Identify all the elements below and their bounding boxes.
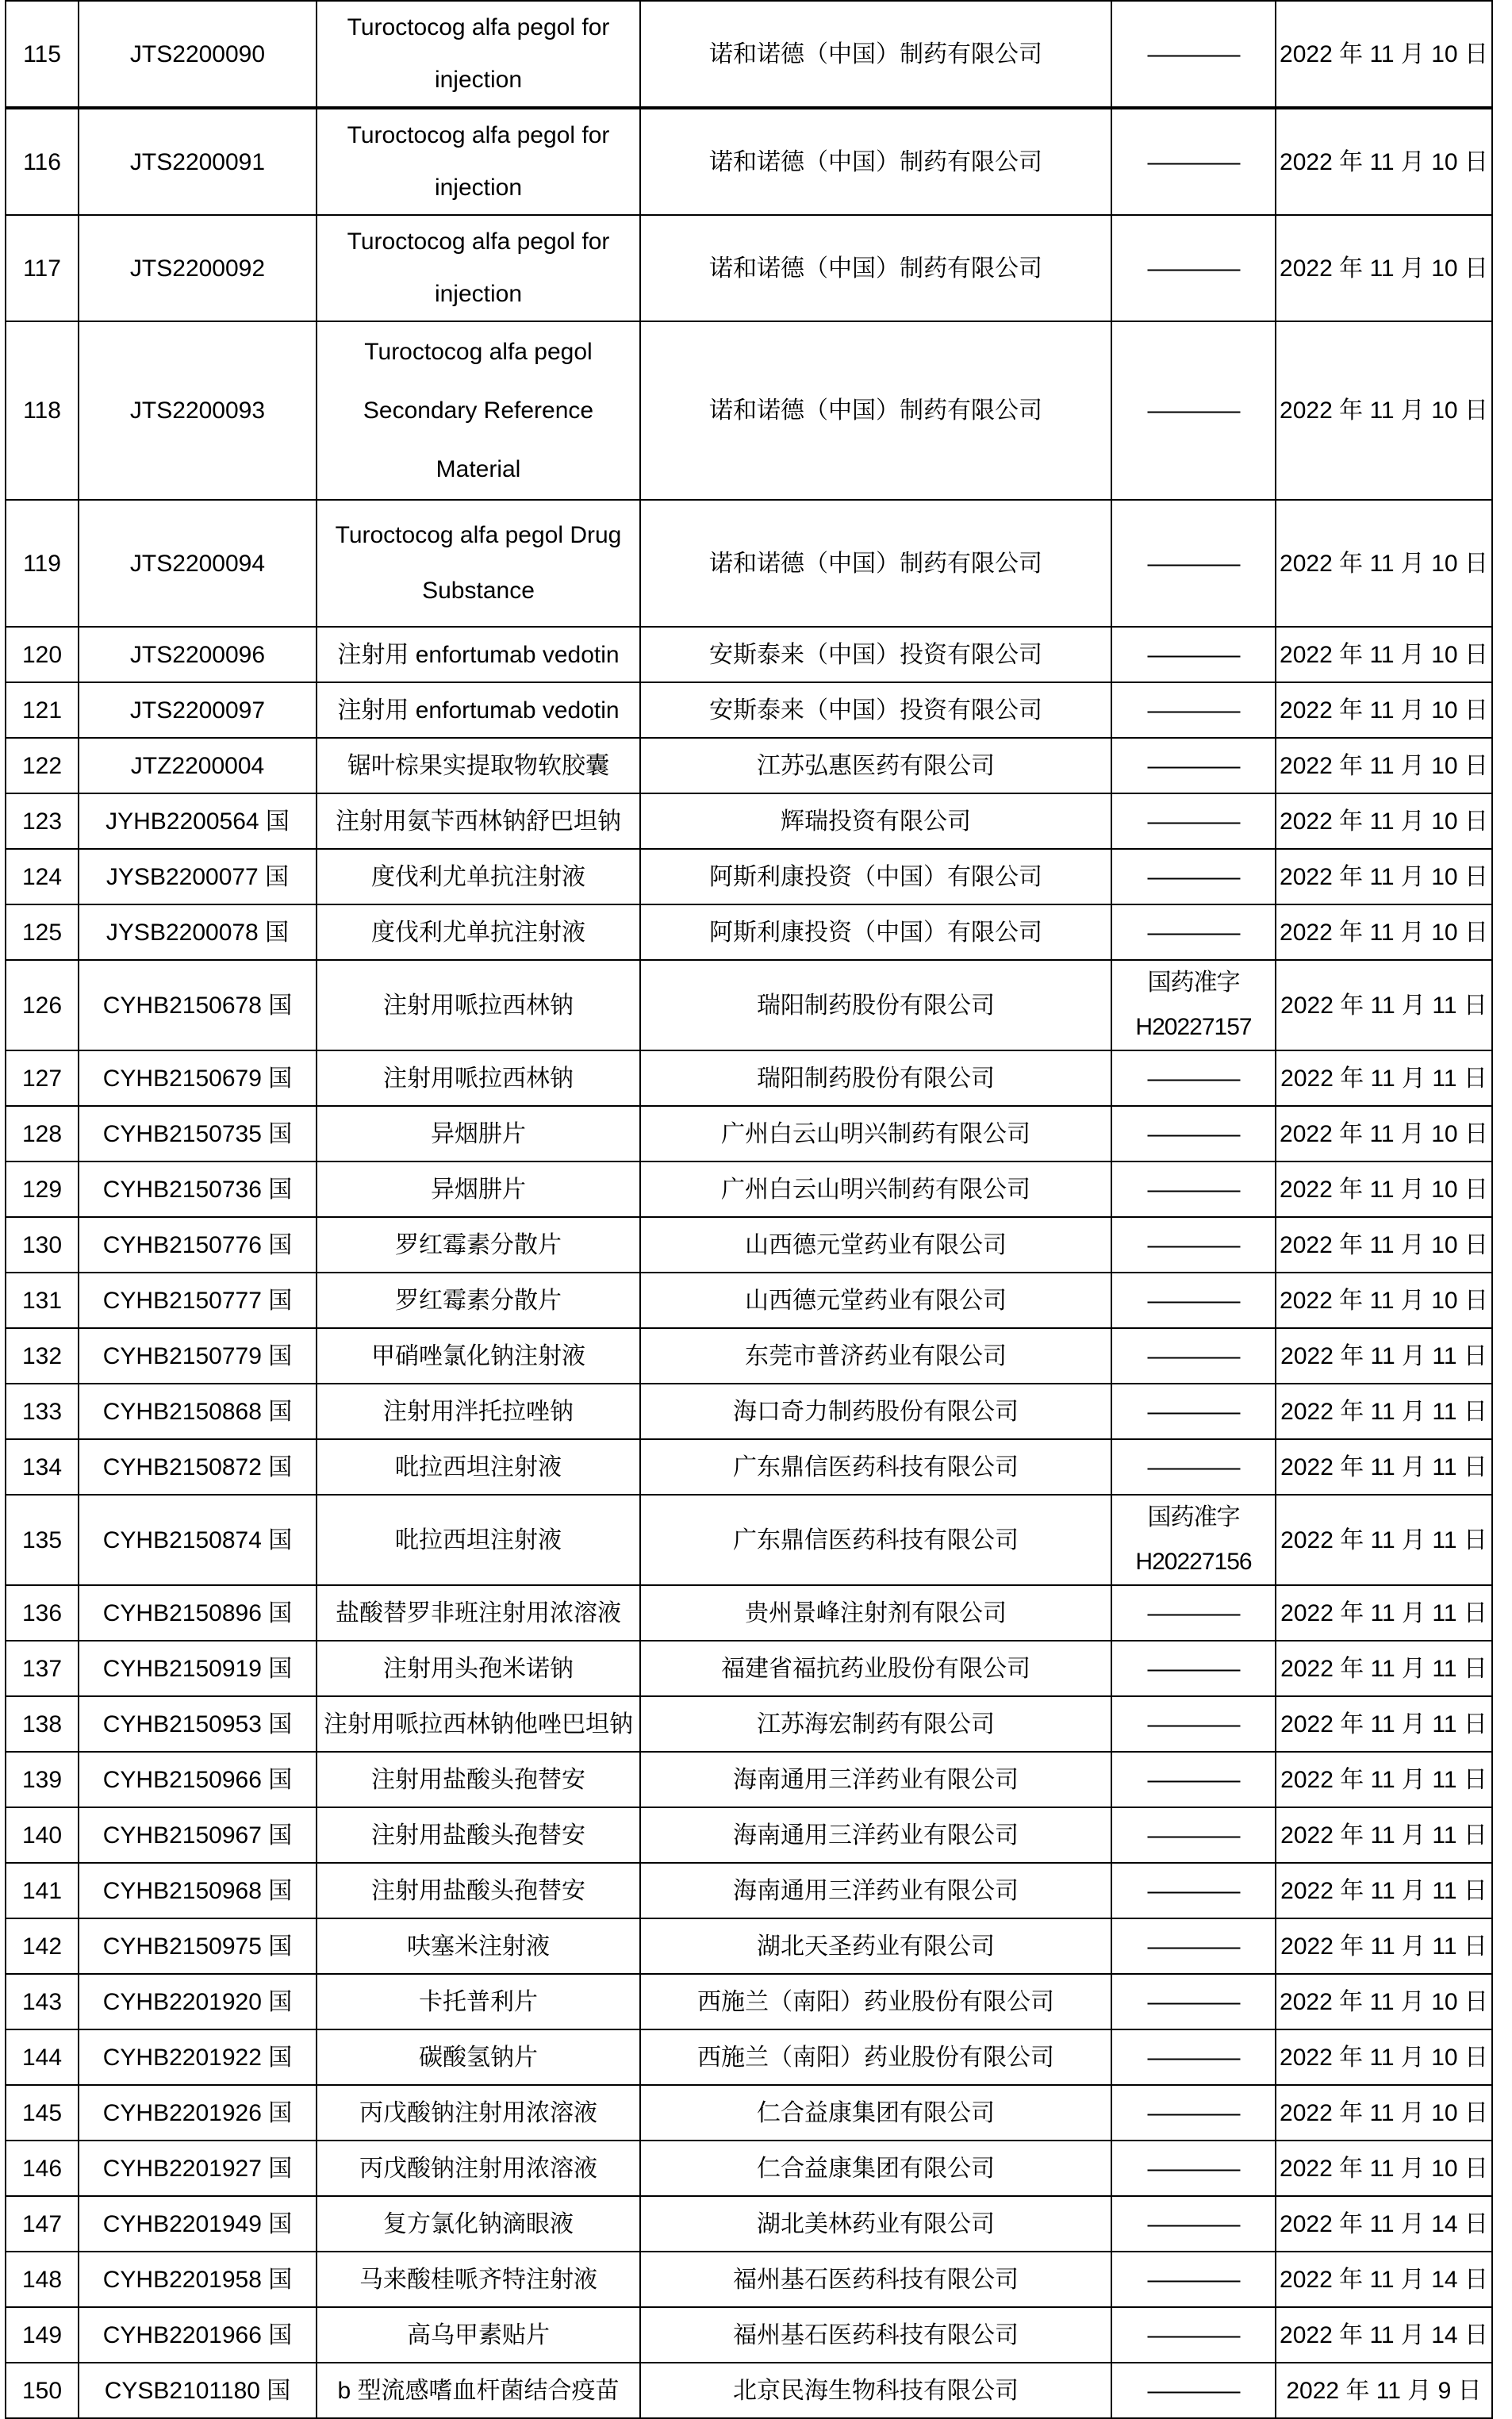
table-row [6, 2029, 1492, 2085]
cell-approval-number [1111, 108, 1276, 215]
cell-date: 2022 年 11 月 10 日 [1276, 321, 1492, 500]
approval-line: ———— [1147, 255, 1240, 282]
approval-line: ———— [1147, 697, 1240, 724]
approval-line: ———— [1147, 863, 1240, 890]
cell-drug-name: 注射用头孢米诺钠 [317, 1641, 640, 1696]
approval-line: ———— [1147, 40, 1240, 67]
table-row [6, 904, 1492, 960]
cell-approval-number [1111, 1974, 1276, 2029]
cell-row-number: 149 [6, 2307, 79, 2363]
cell-company-name: 海口奇力制药股份有限公司 [640, 1384, 1111, 1439]
cell-date: 2022 年 11 月 11 日 [1276, 1641, 1492, 1696]
cell-company-name: 海南通用三洋药业有限公司 [640, 1752, 1111, 1807]
cell-row-number: 115 [6, 1, 79, 108]
cell-drug-name: 注射用 enfortumab vedotin [317, 627, 640, 682]
approval-line: ———— [1147, 1933, 1240, 1960]
table-body [6, 1, 1492, 2418]
approval-line: 国药准字 [1147, 1504, 1240, 1530]
cell-row-number: 141 [6, 1863, 79, 1918]
cell-date: 2022 年 11 月 11 日 [1276, 1752, 1492, 1807]
cell-acceptance-id: CYHB2150777 国 [79, 1273, 317, 1328]
approval-line: 国药准字 [1147, 970, 1240, 996]
cell-company-name: 海南通用三洋药业有限公司 [640, 1863, 1111, 1918]
table-row [6, 627, 1492, 682]
cell-company-name: 仁合益康集团有限公司 [640, 2085, 1111, 2141]
cell-approval-number [1111, 2141, 1276, 2196]
cell-row-number: 128 [6, 1106, 79, 1162]
table-row [6, 849, 1492, 904]
approval-line: ———— [1147, 148, 1240, 175]
cell-acceptance-id: JYHB2200564 国 [79, 793, 317, 849]
cell-approval-number [1111, 1585, 1276, 1641]
approval-line: ———— [1147, 550, 1240, 577]
cell-approval-number [1111, 2252, 1276, 2307]
cell-drug-name: 注射用哌拉西林钠 [317, 1050, 640, 1106]
table-row [6, 1162, 1492, 1217]
table-row [6, 1696, 1492, 1752]
cell-company-name: 北京民海生物科技有限公司 [640, 2363, 1111, 2418]
cell-drug-name: 注射用哌拉西林钠 [317, 960, 640, 1050]
cell-company-name: 山西德元堂药业有限公司 [640, 1217, 1111, 1273]
cell-row-number: 118 [6, 321, 79, 500]
cell-approval-number [1111, 682, 1276, 738]
cell-acceptance-id: CYHB2150868 国 [79, 1384, 317, 1439]
table-row [6, 1641, 1492, 1696]
approval-line: ———— [1147, 1065, 1240, 1092]
approval-line: ———— [1147, 919, 1240, 946]
approval-line: ———— [1147, 1231, 1240, 1258]
approval-line: ———— [1147, 2044, 1240, 2071]
cell-acceptance-id: CYHB2201958 国 [79, 2252, 317, 2307]
cell-company-name: 瑞阳制药股份有限公司 [640, 960, 1111, 1050]
cell-company-name: 江苏弘惠医药有限公司 [640, 738, 1111, 793]
cell-date: 2022 年 11 月 10 日 [1276, 849, 1492, 904]
approval-line: ———— [1147, 808, 1240, 835]
cell-company-name: 安斯泰来（中国）投资有限公司 [640, 627, 1111, 682]
table-row [6, 321, 1492, 500]
approval-line: ———— [1147, 1398, 1240, 1425]
cell-date: 2022 年 11 月 11 日 [1276, 1439, 1492, 1495]
cell-drug-name: Turoctocog alfa pegol Secondary Reference Material [317, 321, 640, 500]
cell-date: 2022 年 11 月 10 日 [1276, 904, 1492, 960]
cell-date: 2022 年 11 月 10 日 [1276, 2029, 1492, 2085]
cell-company-name: 贵州景峰注射剂有限公司 [640, 1585, 1111, 1641]
cell-date: 2022 年 11 月 9 日 [1276, 2363, 1492, 2418]
cell-acceptance-id: CYHB2201922 国 [79, 2029, 317, 2085]
table-row [6, 1752, 1492, 1807]
drug-registration-table [5, 0, 1493, 2419]
cell-approval-number [1111, 1328, 1276, 1384]
cell-row-number: 122 [6, 738, 79, 793]
cell-date: 2022 年 11 月 10 日 [1276, 682, 1492, 738]
cell-drug-name: 注射用氨苄西林钠舒巴坦钠 [317, 793, 640, 849]
cell-row-number: 143 [6, 1974, 79, 2029]
cell-date: 2022 年 11 月 10 日 [1276, 1217, 1492, 1273]
approval-line: ———— [1147, 1599, 1240, 1626]
cell-acceptance-id: CYHB2150968 国 [79, 1863, 317, 1918]
approval-line: ———— [1147, 2155, 1240, 2182]
cell-date: 2022 年 11 月 10 日 [1276, 1974, 1492, 2029]
cell-date: 2022 年 11 月 11 日 [1276, 1495, 1492, 1585]
cell-date: 2022 年 11 月 10 日 [1276, 2141, 1492, 2196]
approval-line: ———— [1147, 1988, 1240, 2015]
approval-line: H20227157 [1135, 1014, 1252, 1040]
cell-approval-number [1111, 1696, 1276, 1752]
cell-approval-number [1111, 500, 1276, 627]
cell-drug-name: b 型流感嗜血杆菌结合疫苗 [317, 2363, 640, 2418]
cell-row-number: 138 [6, 1696, 79, 1752]
cell-drug-name: 甲硝唑氯化钠注射液 [317, 1328, 640, 1384]
cell-company-name: 仁合益康集团有限公司 [640, 2141, 1111, 2196]
cell-row-number: 139 [6, 1752, 79, 1807]
cell-row-number: 135 [6, 1495, 79, 1585]
cell-approval-number [1111, 1807, 1276, 1863]
cell-date: 2022 年 11 月 10 日 [1276, 627, 1492, 682]
cell-drug-name: 注射用盐酸头孢替安 [317, 1807, 640, 1863]
table-row [6, 1106, 1492, 1162]
cell-company-name: 诺和诺德（中国）制药有限公司 [640, 500, 1111, 627]
cell-company-name: 诺和诺德（中国）制药有限公司 [640, 215, 1111, 321]
approval-line: ———— [1147, 1655, 1240, 1682]
cell-company-name: 广州白云山明兴制药有限公司 [640, 1106, 1111, 1162]
cell-company-name: 山西德元堂药业有限公司 [640, 1273, 1111, 1328]
cell-acceptance-id: JTS2200096 [79, 627, 317, 682]
cell-drug-name: 丙戊酸钠注射用浓溶液 [317, 2085, 640, 2141]
cell-approval-number [1111, 1439, 1276, 1495]
cell-row-number: 148 [6, 2252, 79, 2307]
approval-line: ———— [1147, 1453, 1240, 1480]
cell-approval-number [1111, 849, 1276, 904]
cell-approval-number [1111, 2363, 1276, 2418]
table-row [6, 682, 1492, 738]
cell-acceptance-id: CYHB2150735 国 [79, 1106, 317, 1162]
cell-acceptance-id: CYHB2150736 国 [79, 1162, 317, 1217]
cell-drug-name: 马来酸桂哌齐特注射液 [317, 2252, 640, 2307]
table-row [6, 1439, 1492, 1495]
cell-date: 2022 年 11 月 10 日 [1276, 1162, 1492, 1217]
cell-company-name: 湖北天圣药业有限公司 [640, 1918, 1111, 1974]
cell-drug-name: 注射用哌拉西林钠他唑巴坦钠 [317, 1696, 640, 1752]
approval-line: H20227156 [1135, 1549, 1252, 1575]
cell-row-number: 116 [6, 108, 79, 215]
cell-row-number: 117 [6, 215, 79, 321]
cell-company-name: 福州基石医药科技有限公司 [640, 2252, 1111, 2307]
table-row [6, 1050, 1492, 1106]
cell-approval-number [1111, 2029, 1276, 2085]
cell-row-number: 140 [6, 1807, 79, 1863]
cell-acceptance-id: JYSB2200078 国 [79, 904, 317, 960]
approval-line: ———— [1147, 641, 1240, 668]
cell-date: 2022 年 11 月 11 日 [1276, 1585, 1492, 1641]
table-row [6, 108, 1492, 215]
cell-row-number: 150 [6, 2363, 79, 2418]
approval-line: ———— [1147, 1877, 1240, 1904]
cell-row-number: 132 [6, 1328, 79, 1384]
approval-line: ———— [1147, 1176, 1240, 1203]
cell-company-name: 福建省福抗药业股份有限公司 [640, 1641, 1111, 1696]
cell-drug-name: 丙戊酸钠注射用浓溶液 [317, 2141, 640, 2196]
cell-row-number: 126 [6, 960, 79, 1050]
cell-acceptance-id: CYHB2201926 国 [79, 2085, 317, 2141]
cell-acceptance-id: CYHB2150872 国 [79, 1439, 317, 1495]
cell-approval-number [1111, 1050, 1276, 1106]
cell-company-name: 阿斯利康投资（中国）有限公司 [640, 904, 1111, 960]
cell-date: 2022 年 11 月 10 日 [1276, 793, 1492, 849]
approval-line: ———— [1147, 752, 1240, 779]
cell-company-name: 海南通用三洋药业有限公司 [640, 1807, 1111, 1863]
cell-approval-number [1111, 1162, 1276, 1217]
table-row [6, 2141, 1492, 2196]
cell-approval-number [1111, 1384, 1276, 1439]
cell-company-name: 西施兰（南阳）药业股份有限公司 [640, 1974, 1111, 2029]
approval-line: ———— [1147, 1120, 1240, 1147]
cell-company-name: 诺和诺德（中国）制药有限公司 [640, 321, 1111, 500]
cell-drug-name: 注射用盐酸头孢替安 [317, 1863, 640, 1918]
cell-drug-name: Turoctocog alfa pegol for injection [317, 215, 640, 321]
cell-drug-name: 卡托普利片 [317, 1974, 640, 2029]
cell-company-name: 阿斯利康投资（中国）有限公司 [640, 849, 1111, 904]
cell-approval-number [1111, 1217, 1276, 1273]
cell-row-number: 123 [6, 793, 79, 849]
cell-acceptance-id: CYSB2101180 国 [79, 2363, 317, 2418]
cell-row-number: 137 [6, 1641, 79, 1696]
cell-drug-name: 吡拉西坦注射液 [317, 1495, 640, 1585]
cell-approval-number [1111, 1918, 1276, 1974]
cell-row-number: 129 [6, 1162, 79, 1217]
cell-drug-name: 异烟肼片 [317, 1162, 640, 1217]
cell-row-number: 133 [6, 1384, 79, 1439]
cell-drug-name: 罗红霉素分散片 [317, 1273, 640, 1328]
cell-approval-number [1111, 1106, 1276, 1162]
approval-line: ———— [1147, 2266, 1240, 2293]
cell-row-number: 144 [6, 2029, 79, 2085]
cell-drug-name: 注射用 enfortumab vedotin [317, 682, 640, 738]
cell-drug-name: 锯叶棕果实提取物软胶囊 [317, 738, 640, 793]
cell-date: 2022 年 11 月 14 日 [1276, 2307, 1492, 2363]
cell-acceptance-id: JYSB2200077 国 [79, 849, 317, 904]
cell-drug-name: 异烟肼片 [317, 1106, 640, 1162]
table-row [6, 793, 1492, 849]
cell-row-number: 145 [6, 2085, 79, 2141]
cell-date: 2022 年 11 月 10 日 [1276, 1106, 1492, 1162]
cell-acceptance-id: CYHB2150779 国 [79, 1328, 317, 1384]
table-row [6, 500, 1492, 627]
cell-approval-number [1111, 1863, 1276, 1918]
cell-drug-name: 罗红霉素分散片 [317, 1217, 640, 1273]
cell-date: 2022 年 11 月 10 日 [1276, 2085, 1492, 2141]
cell-row-number: 125 [6, 904, 79, 960]
cell-acceptance-id: CYHB2150679 国 [79, 1050, 317, 1106]
cell-date: 2022 年 11 月 14 日 [1276, 2196, 1492, 2252]
cell-drug-name: 碳酸氢钠片 [317, 2029, 640, 2085]
cell-approval-number [1111, 2085, 1276, 2141]
cell-drug-name: 吡拉西坦注射液 [317, 1439, 640, 1495]
cell-acceptance-id: CYHB2201966 国 [79, 2307, 317, 2363]
cell-acceptance-id: CYHB2201927 国 [79, 2141, 317, 2196]
cell-row-number: 121 [6, 682, 79, 738]
cell-approval-number [1111, 627, 1276, 682]
cell-approval-number [1111, 2307, 1276, 2363]
cell-date: 2022 年 11 月 11 日 [1276, 1863, 1492, 1918]
cell-approval-number [1111, 1641, 1276, 1696]
cell-drug-name: 注射用泮托拉唑钠 [317, 1384, 640, 1439]
cell-acceptance-id: JTS2200092 [79, 215, 317, 321]
cell-drug-name: 高乌甲素贴片 [317, 2307, 640, 2363]
cell-date: 2022 年 11 月 10 日 [1276, 215, 1492, 321]
cell-acceptance-id: CYHB2150919 国 [79, 1641, 317, 1696]
cell-acceptance-id: CYHB2150975 国 [79, 1918, 317, 1974]
cell-date: 2022 年 11 月 14 日 [1276, 2252, 1492, 2307]
approval-line: ———— [1147, 2377, 1240, 2404]
table-row [6, 1, 1492, 108]
table-row [6, 1384, 1492, 1439]
cell-company-name: 诺和诺德（中国）制药有限公司 [640, 1, 1111, 108]
table-row [6, 1495, 1492, 1585]
table-row [6, 215, 1492, 321]
cell-approval-number [1111, 960, 1276, 1050]
cell-company-name: 辉瑞投资有限公司 [640, 793, 1111, 849]
cell-date: 2022 年 11 月 11 日 [1276, 1918, 1492, 1974]
cell-acceptance-id: CYHB2150953 国 [79, 1696, 317, 1752]
approval-line: ———— [1147, 2210, 1240, 2237]
cell-drug-name: 度伐利尤单抗注射液 [317, 904, 640, 960]
cell-company-name: 瑞阳制药股份有限公司 [640, 1050, 1111, 1106]
cell-drug-name: 盐酸替罗非班注射用浓溶液 [317, 1585, 640, 1641]
cell-acceptance-id: JTS2200093 [79, 321, 317, 500]
cell-approval-number [1111, 1752, 1276, 1807]
cell-drug-name: 度伐利尤单抗注射液 [317, 849, 640, 904]
cell-acceptance-id: CYHB2201920 国 [79, 1974, 317, 2029]
cell-acceptance-id: CYHB2150678 国 [79, 960, 317, 1050]
table-row [6, 960, 1492, 1050]
cell-acceptance-id: JTS2200091 [79, 108, 317, 215]
table-row [6, 1807, 1492, 1863]
cell-row-number: 120 [6, 627, 79, 682]
cell-drug-name: 注射用盐酸头孢替安 [317, 1752, 640, 1807]
cell-date: 2022 年 11 月 10 日 [1276, 108, 1492, 215]
table-row [6, 2307, 1492, 2363]
table-row [6, 2363, 1492, 2418]
cell-acceptance-id: JTZ2200004 [79, 738, 317, 793]
table-row [6, 1863, 1492, 1918]
cell-acceptance-id: CYHB2150896 国 [79, 1585, 317, 1641]
cell-acceptance-id: JTS2200094 [79, 500, 317, 627]
approval-line: ———— [1147, 2099, 1240, 2126]
cell-drug-name: Turoctocog alfa pegol for injection [317, 1, 640, 108]
cell-approval-number [1111, 1273, 1276, 1328]
cell-company-name: 广东鼎信医药科技有限公司 [640, 1495, 1111, 1585]
cell-approval-number [1111, 738, 1276, 793]
approval-line: ———— [1147, 397, 1240, 424]
cell-approval-number [1111, 321, 1276, 500]
cell-date: 2022 年 11 月 11 日 [1276, 1050, 1492, 1106]
table-row [6, 1217, 1492, 1273]
cell-acceptance-id: CYHB2150966 国 [79, 1752, 317, 1807]
cell-date: 2022 年 11 月 11 日 [1276, 1807, 1492, 1863]
cell-company-name: 西施兰（南阳）药业股份有限公司 [640, 2029, 1111, 2085]
cell-acceptance-id: CYHB2150776 国 [79, 1217, 317, 1273]
approval-line: ———— [1147, 1711, 1240, 1737]
cell-row-number: 146 [6, 2141, 79, 2196]
approval-line: ———— [1147, 2321, 1240, 2348]
cell-company-name: 东莞市普济药业有限公司 [640, 1328, 1111, 1384]
cell-row-number: 134 [6, 1439, 79, 1495]
cell-drug-name: Turoctocog alfa pegol for injection [317, 108, 640, 215]
cell-approval-number [1111, 904, 1276, 960]
table-row [6, 2196, 1492, 2252]
cell-drug-name: 复方氯化钠滴眼液 [317, 2196, 640, 2252]
cell-row-number: 147 [6, 2196, 79, 2252]
cell-date: 2022 年 11 月 11 日 [1276, 1696, 1492, 1752]
cell-row-number: 142 [6, 1918, 79, 1974]
cell-date: 2022 年 11 月 11 日 [1276, 1384, 1492, 1439]
cell-acceptance-id: JTS2200090 [79, 1, 317, 108]
cell-company-name: 福州基石医药科技有限公司 [640, 2307, 1111, 2363]
cell-date: 2022 年 11 月 10 日 [1276, 1273, 1492, 1328]
cell-row-number: 131 [6, 1273, 79, 1328]
cell-date: 2022 年 11 月 10 日 [1276, 738, 1492, 793]
table-row [6, 1974, 1492, 2029]
cell-company-name: 广州白云山明兴制药有限公司 [640, 1162, 1111, 1217]
approval-line: ———— [1147, 1822, 1240, 1849]
approval-line: ———— [1147, 1342, 1240, 1369]
cell-date: 2022 年 11 月 11 日 [1276, 960, 1492, 1050]
cell-acceptance-id: CYHB2150967 国 [79, 1807, 317, 1863]
table-row [6, 738, 1492, 793]
cell-company-name: 诺和诺德（中国）制药有限公司 [640, 108, 1111, 215]
cell-row-number: 119 [6, 500, 79, 627]
cell-acceptance-id: JTS2200097 [79, 682, 317, 738]
cell-approval-number [1111, 793, 1276, 849]
table-row [6, 1328, 1492, 1384]
table-row [6, 2085, 1492, 2141]
cell-company-name: 安斯泰来（中国）投资有限公司 [640, 682, 1111, 738]
cell-date: 2022 年 11 月 10 日 [1276, 500, 1492, 627]
cell-company-name: 广东鼎信医药科技有限公司 [640, 1439, 1111, 1495]
table-row [6, 1585, 1492, 1641]
cell-approval-number [1111, 1, 1276, 108]
cell-row-number: 124 [6, 849, 79, 904]
cell-drug-name: 呋塞米注射液 [317, 1918, 640, 1974]
cell-acceptance-id: CYHB2150874 国 [79, 1495, 317, 1585]
cell-row-number: 136 [6, 1585, 79, 1641]
cell-approval-number [1111, 215, 1276, 321]
cell-drug-name: Turoctocog alfa pegol Drug Substance [317, 500, 640, 627]
table-row [6, 1918, 1492, 1974]
cell-date: 2022 年 11 月 10 日 [1276, 1, 1492, 108]
cell-approval-number [1111, 1495, 1276, 1585]
cell-acceptance-id: CYHB2201949 国 [79, 2196, 317, 2252]
cell-row-number: 130 [6, 1217, 79, 1273]
cell-date: 2022 年 11 月 11 日 [1276, 1328, 1492, 1384]
cell-company-name: 湖北美林药业有限公司 [640, 2196, 1111, 2252]
approval-line: ———— [1147, 1287, 1240, 1314]
cell-company-name: 江苏海宏制药有限公司 [640, 1696, 1111, 1752]
approval-line: ———— [1147, 1766, 1240, 1793]
cell-approval-number [1111, 2196, 1276, 2252]
table-row [6, 1273, 1492, 1328]
cell-row-number: 127 [6, 1050, 79, 1106]
table-row [6, 2252, 1492, 2307]
